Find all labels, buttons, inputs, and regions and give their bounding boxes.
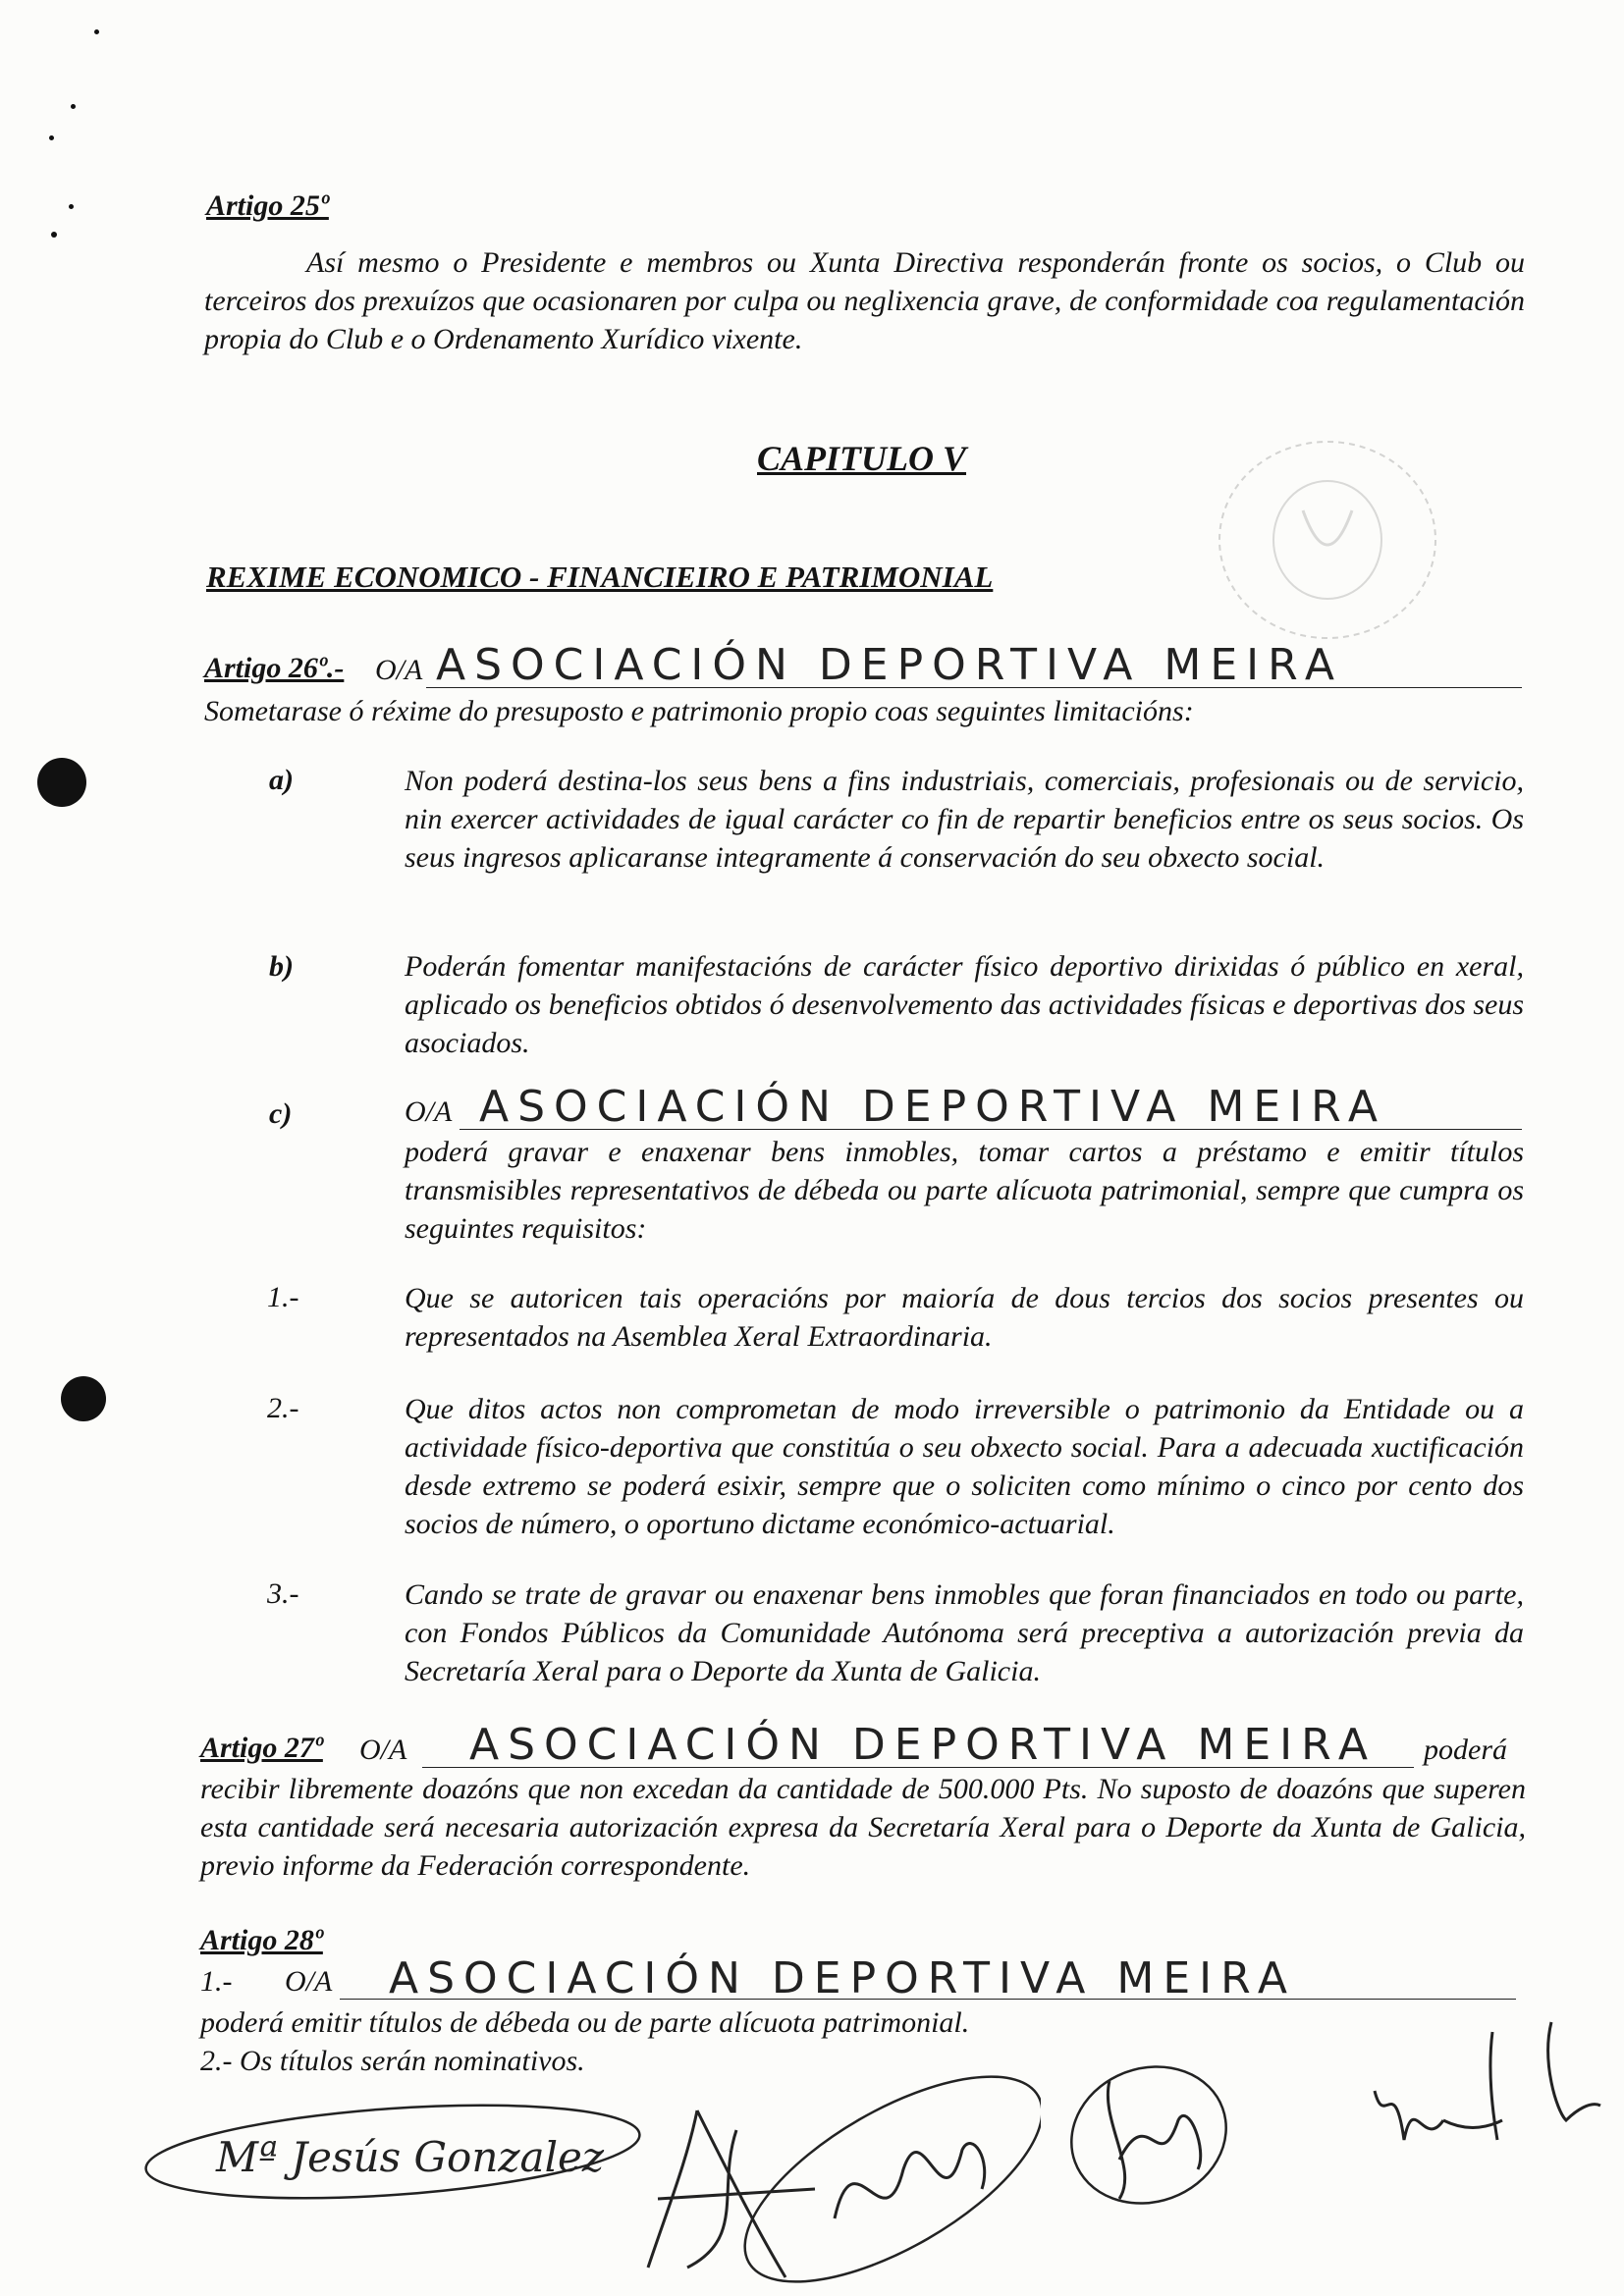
section-title: REXIME ECONOMICO - FINANCIEIRO E PATRIMONIAL: [206, 560, 994, 594]
article-28-item2-text: 2.- Os títulos serán nominativos.: [200, 2045, 585, 2077]
article-28-item1-marker: 1.-: [200, 1965, 233, 1998]
requirement-text: Que se autoricen tais operacións por maioría de dous tercios dos socios presentes ou representados na Asemblea Xeral Extraordinaria.: [405, 1282, 1524, 1353]
requirement-text: Cando se trate de gravar ou enaxenar bens inmobles que foran financiados en todo ou parte, con Fondos Públicos da Comunidade Autónoma será preceptiva a autorización previa da Secretaría Xeral para o Deporte da Xunta de Galicia.: [405, 1578, 1524, 1687]
item-marker: b): [269, 950, 294, 983]
article-28-prefix: O/A: [285, 1965, 333, 1998]
article-25-title: Artigo 25º: [206, 189, 329, 222]
signature-1-name: Mª Jesús Gonzalez: [216, 2133, 604, 2181]
signature-2: [628, 2071, 1041, 2296]
speck-mark: [71, 104, 76, 109]
article-27-suffix: poderá: [1424, 1734, 1507, 1766]
signature-1: [137, 2091, 648, 2209]
item-text: Non poderá destina-los seus bens a fins industriais, comerciais, profesionais ou de servicio, nin exercer actividades de igual carácter co fin de repartir beneficios entre os seus socios. Os seus ingresos aplicaranse integramente á conservación do seu obxecto social.: [405, 765, 1524, 874]
item-text: Poderán fomentar manifestacións de carácter físico deportivo dirixidas ó público en xeral, aplicado os beneficios obtidos ó desenvolvemento das actividades físicas e deportivas dos seus asociados.: [405, 950, 1524, 1059]
speck-mark: [51, 232, 57, 238]
chapter-title: CAPITULO V: [757, 439, 967, 478]
item-c-text: poderá gravar e enaxenar bens inmobles, tomar cartos a préstamo e emitir títulos transmisibles representativos de débeda ou parte alícuota patrimonial, sempre que cumpra os seguintes requisitos:: [405, 1136, 1524, 1245]
requirement-marker: 1.-: [267, 1281, 299, 1313]
stamp-seal: [1210, 432, 1445, 648]
item-c-prefix: O/A: [405, 1095, 453, 1128]
article-28-item1-text: poderá emitir títulos de débeda ou de parte alícuota patrimonial.: [200, 2006, 970, 2039]
punch-hole: [37, 758, 86, 807]
article-28-title: Artigo 28º: [200, 1924, 323, 1956]
article-26-intro: Sometarase ó réxime do presuposto e patrimonio propio coas seguintes limitacións:: [204, 695, 1194, 727]
handwritten-club-name: ASOCIACIÓN DEPORTIVA MEIRA: [469, 1720, 1377, 1770]
speck-mark: [94, 29, 99, 34]
item-marker: a): [269, 764, 294, 796]
article-25-body: Así mesmo o Presidente e membros ou Xunta Directiva responderán fronte os socios, o Club ou terceiros dos prexuízos que ocasionaren por culpa ou neglixencia grave, de conformidade coa regulamentación propia do Club e o Ordenamento Xurídico vixente.: [204, 246, 1525, 355]
requirement-marker: 3.-: [267, 1577, 299, 1610]
requirement-marker: 2.-: [267, 1392, 299, 1424]
speck-mark: [49, 135, 54, 140]
article-27-prefix: O/A: [359, 1734, 407, 1766]
article-26-title: Artigo 26º.-: [204, 652, 345, 684]
handwritten-club-name: ASOCIACIÓN DEPORTIVA MEIRA: [389, 1953, 1296, 2003]
article-26-prefix: O/A: [375, 654, 423, 686]
signature-4: [1355, 2012, 1610, 2169]
handwritten-club-name: ASOCIACIÓN DEPORTIVA MEIRA: [479, 1082, 1386, 1132]
article-27-title: Artigo 27º: [200, 1732, 323, 1764]
item-marker: c): [269, 1097, 293, 1130]
requirement-text: Que ditos actos non comprometan de modo irreversible o patrimonio da Entidade ou a actividade físico-deportiva que constitúa o seu obxecto social. Para a adecuada xuctificación desde extremo se poderá esixir, sempre que o soliciten como mínimo o cinco por cento dos socios de número, o oportuno dictame económico-actuarial.: [405, 1393, 1524, 1540]
punch-hole: [61, 1376, 106, 1421]
signature-3: [1051, 2042, 1247, 2218]
article-27-body: recibir libremente doazóns que non excedan da cantidade de 500.000 Pts. No suposto de doazóns que superen esta cantidade será necesaria autorización expresa da Secretaría Xeral para o Deporte da Xunta de Galicia, previo informe da Federación correspondente.: [200, 1773, 1526, 1882]
handwritten-club-name: ASOCIACIÓN DEPORTIVA MEIRA: [436, 640, 1343, 690]
speck-mark: [69, 204, 74, 209]
